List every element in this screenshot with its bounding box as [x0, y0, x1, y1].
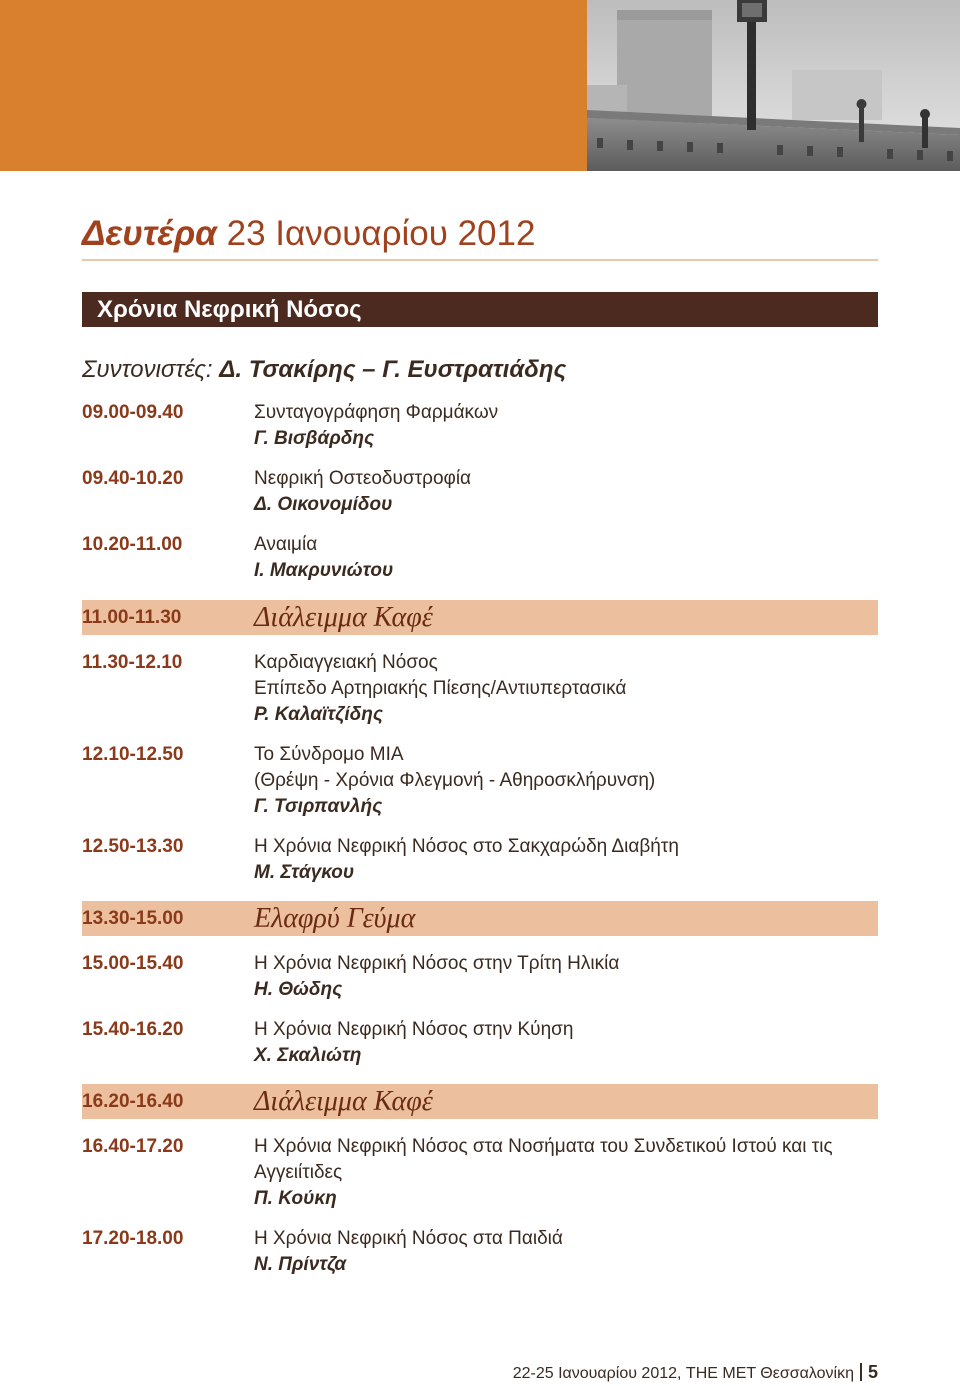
speaker-name: Γ. Βισβάρδης	[254, 428, 375, 449]
day-date: 23 Ιανουαρίου 2012	[226, 214, 536, 253]
talk-title: Συνταγογράφηση Φαρμάκων	[254, 402, 499, 423]
lunch-break-row	[82, 901, 878, 936]
speaker-name: Χ. Σκαλιώτη	[254, 1045, 362, 1066]
session-content	[254, 1134, 874, 1212]
talk-title: Η Χρόνια Νεφρική Νόσος στο Σακχαρώδη Διαβήτη	[254, 836, 679, 857]
break-time: 16.20-16.40	[82, 1091, 184, 1112]
talk-title: Καρδιαγγειακή Νόσος	[254, 652, 438, 673]
talk-subtitle: (Θρέψη - Χρόνια Φλεγμονή - Αθηροσκλήρυνση)	[254, 770, 656, 791]
talk-title-continued: Αγγειίτιδες	[254, 1162, 343, 1183]
session-time: 15.00-15.40	[82, 953, 184, 974]
session-time: 09.40-10.20	[82, 468, 184, 489]
day-heading	[82, 212, 878, 256]
session-time: 12.10-12.50	[82, 744, 184, 765]
session-time: 17.20-18.00	[82, 1228, 184, 1249]
session-time: 15.40-16.20	[82, 1019, 184, 1040]
talk-title: Η Χρόνια Νεφρική Νόσος στα Παιδιά	[254, 1228, 563, 1249]
thessaloniki-waterfront-photo-icon	[587, 0, 960, 171]
talk-title: Νεφρική Οστεοδυστροφία	[254, 468, 472, 489]
talk-title: Το Σύνδρομο ΜΙΑ	[254, 744, 404, 765]
speaker-name: Ν. Πρίντζα	[254, 1254, 347, 1275]
footer-event: 22-25 Ιανουαρίου 2012, THE MET Θεσσαλονίκη	[512, 1365, 854, 1382]
talk-title: Η Χρόνια Νεφρική Νόσος στην Τρίτη Ηλικία	[254, 953, 620, 974]
coffee-break-row	[82, 600, 878, 635]
session-content	[254, 1226, 874, 1278]
talk-title: Η Χρόνια Νεφρική Νόσος στα Νοσήματα του Συνδετικού Ιστού και τις	[254, 1136, 833, 1157]
footer-separator	[860, 1363, 862, 1381]
header-orange-block	[0, 0, 587, 171]
break-time: 13.30-15.00	[82, 908, 184, 929]
heading-divider	[82, 259, 878, 261]
session-time: 10.20-11.00	[82, 534, 183, 555]
speaker-name: Μ. Στάγκου	[254, 862, 355, 883]
break-label: Διάλειμμα Καφέ	[254, 1086, 433, 1117]
coordinators-names: Δ. Τσακίρης – Γ. Ευστρατιάδης	[219, 356, 567, 383]
speaker-name: Δ. Οικονομίδου	[254, 494, 393, 515]
talk-title: Αναιμία	[254, 534, 318, 555]
session-content	[254, 1017, 874, 1069]
session-content	[254, 650, 874, 728]
day-name: Δευτέρα	[82, 214, 217, 253]
session-title: Χρόνια Νεφρική Νόσος	[97, 296, 362, 323]
session-content	[254, 400, 874, 452]
speaker-name: Π. Κούκη	[254, 1188, 337, 1209]
page-number: 5	[867, 1362, 878, 1382]
speaker-name: Ρ. Καλαϊτζίδης	[254, 704, 384, 725]
page-footer	[513, 1360, 878, 1386]
break-label: Διάλειμμα Καφέ	[254, 602, 433, 633]
break-time: 11.00-11.30	[82, 607, 182, 628]
speaker-name: Γ. Τσιρπανλής	[254, 796, 383, 817]
break-label: Ελαφρύ Γεύμα	[254, 903, 416, 934]
session-content	[254, 532, 874, 584]
coordinators-label: Συντονιστές:	[82, 356, 213, 383]
talk-title: Η Χρόνια Νεφρική Νόσος στην Κύηση	[254, 1019, 574, 1040]
session-content	[254, 951, 874, 1003]
session-time: 11.30-12.10	[82, 652, 183, 673]
coordinators-line	[82, 354, 566, 386]
talk-subtitle: Επίπεδο Αρτηριακής Πίεσης/Αντιυπερτασικά	[254, 678, 627, 699]
session-time: 12.50-13.30	[82, 836, 184, 857]
session-content	[254, 834, 874, 886]
session-content	[254, 742, 874, 820]
session-time: 16.40-17.20	[82, 1136, 184, 1157]
coffee-break-row	[82, 1084, 878, 1119]
session-time: 09.00-09.40	[82, 402, 184, 423]
session-title-bar	[82, 292, 878, 327]
speaker-name: Η. Θώδης	[254, 979, 343, 1000]
speaker-name: Ι. Μακρυνιώτου	[254, 560, 394, 581]
session-content	[254, 466, 874, 518]
